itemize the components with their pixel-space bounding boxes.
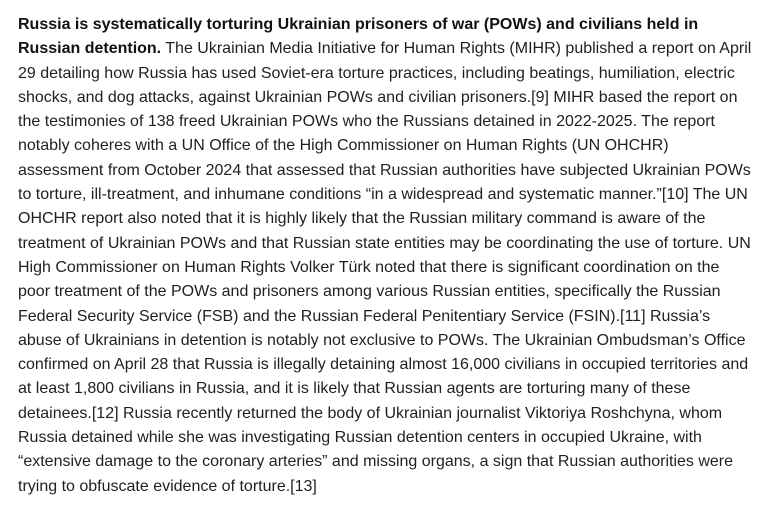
lead-sentence: Russia is systematically torturing Ukrainian prisoners of war (POWs) and civilians held in Russian detention. xyxy=(18,16,699,58)
footnote-ref-10[interactable]: [10] xyxy=(661,186,689,204)
footnote-ref-12[interactable]: [12] xyxy=(91,404,119,422)
text-segment: MIHR based the report on the testimonies of 138 freed Ukrainian POWs who the Russians detained in 2022-2025. The report notably coheres with a UN Office of the High Commissioner on Human Rights (UN OHCHR) assessment from October 2024 that assessed that Russian authorities have subjected Ukrainian POWs to torture, ill-treatment, and inhumane conditions “in a widespread and systematic manner.” xyxy=(18,88,751,204)
footnote-ref-11[interactable]: [11] xyxy=(620,307,646,325)
text-segment: Russia recently returned the body of Ukrainian journalist Viktoriya Roshchyna, whom Russia detained while she was investigating Russian detention centers in occupied Ukraine, with “extensive damage to the coronary arteries” and missing organs, a sign that Russian authorities were trying to obfuscate evidence of torture. xyxy=(18,404,734,495)
text-segment: Russia’s abuse of Ukrainians in detention is notably not exclusive to POWs. The Ukrainian Ombudsman’s Office confirmed on April 28 that Russia is illegally detaining almost 16,000 civilians in occupied territories and at least 1,800 civilians in Russia, and it is likely that Russian agents are torturing many of these detainees. xyxy=(18,307,749,422)
text-segment: The UN OHCHR report also noted that it is highly likely that the Russian military command is aware of the treatment of Ukrainian POWs and that Russian state entities may be coordinating the use of torture. UN High Commissioner on Human Rights Volker Türk noted that there is significant coordination on the poor treatment of the POWs and prisoners among various Russian entities, specifically the Russian Federal Security Service (FSB) and the Russian Federal Penitentiary Service (FSIN). xyxy=(18,186,751,325)
footnote-ref-13[interactable]: [13] xyxy=(290,477,317,495)
text-segment: The Ukrainian Media Initiative for Human Rights (MIHR) published a report on April 29 detailing how Russia has used Soviet-era torture practices, including beatings, humiliation, electric shocks, and dog attacks, against Ukrainian POWs and civilian prisoners. xyxy=(18,40,752,106)
article-paragraph xyxy=(18,13,753,499)
footnote-ref-9[interactable]: [9] xyxy=(531,88,549,106)
